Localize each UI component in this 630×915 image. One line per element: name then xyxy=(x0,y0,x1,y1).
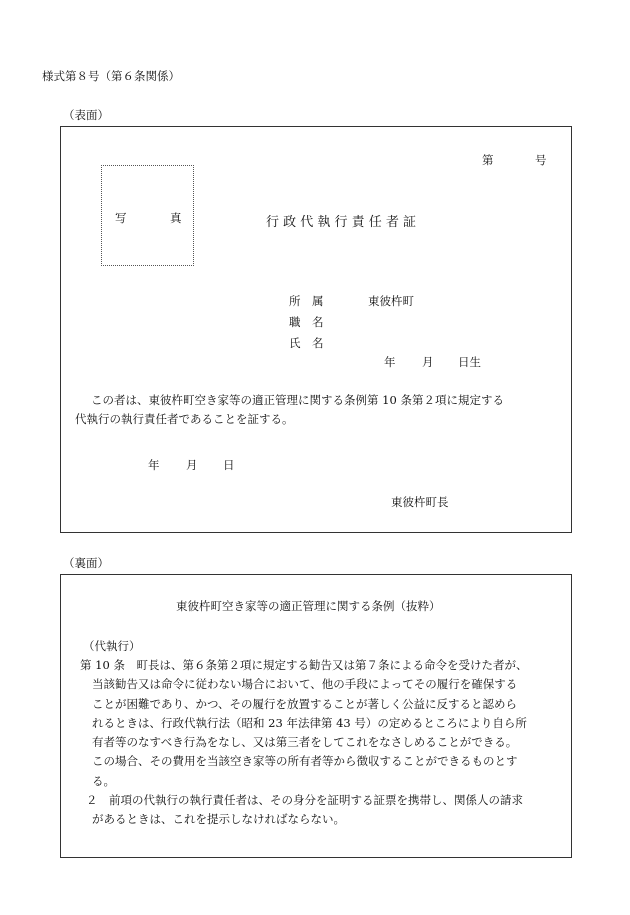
certification-line: 代執行の執行責任者であることを証する。 xyxy=(75,412,294,427)
issuer: 東彼杵町長 xyxy=(391,495,449,509)
affiliation-label: 所 属 xyxy=(289,294,324,308)
number-go: 号 xyxy=(535,153,547,167)
back-card xyxy=(60,574,572,858)
article-line: ことが困難であり、かつ、その履行を放置することが著しく公益に反すると認めら xyxy=(92,696,518,711)
name-label: 氏 名 xyxy=(289,336,324,350)
issue-year-mark: 年 xyxy=(148,458,160,472)
birth-month-mark: 月 xyxy=(422,355,434,369)
affiliation-value: 東彼杵町 xyxy=(368,294,414,308)
article-line: れるときは、行政代執行法（昭和 23 年法律第 43 号）の定めるところにより自ら所 xyxy=(92,715,527,730)
issue-day-mark: 日 xyxy=(223,458,235,472)
article-heading: （代執行） xyxy=(83,639,141,653)
certificate-title: 行 政 代 執 行 責 任 者 証 xyxy=(266,215,417,230)
paragraph-2-line: があるときは、これを提示しなければならない。 xyxy=(92,812,345,827)
article-line: この場合、その費用を当該空き家等の所有者等から徴収することができるものとす xyxy=(92,754,518,769)
front-card xyxy=(60,126,572,533)
photo-char-2: 真 xyxy=(170,211,182,225)
position-label: 職 名 xyxy=(289,315,324,329)
article-line: 当該勧告又は命令に従わない場合において、他の手段によってその履行を確保する xyxy=(92,677,518,692)
article-10-text xyxy=(80,656,527,791)
front-section-label: （表面） xyxy=(63,108,109,122)
number-dai: 第 xyxy=(482,153,494,167)
birth-year-mark: 年 xyxy=(384,355,396,369)
article-line: 有者等のなすべき行為をなし、又は第三者をしてこれをなさしめることができる。 xyxy=(92,735,518,750)
paragraph-2-text xyxy=(80,791,523,830)
paragraph-2-line: ２ 前項の代執行の執行責任者は、その身分を証明する証票を携帯し、関係人の請求 xyxy=(86,793,523,807)
article-line: 第 10 条 町長は、第６条第２項に規定する勧告又は第７条による命令を受けた者が、 xyxy=(80,658,528,672)
birth-day-mark: 日生 xyxy=(458,355,481,369)
certification-text xyxy=(75,391,504,430)
issue-month-mark: 月 xyxy=(186,458,198,472)
ordinance-title: 東彼杵町空き家等の適正管理に関する条例（抜粋） xyxy=(176,599,441,613)
certification-line: この者は、東彼杵町空き家等の適正管理に関する条例第 10 条第２項に規定する xyxy=(91,393,504,407)
photo-char-1: 写 xyxy=(115,211,127,225)
photo-box xyxy=(101,165,194,266)
article-line: る。 xyxy=(92,773,115,788)
form-number: 様式第８号（第６条関係） xyxy=(42,69,180,83)
back-section-label: （裏面） xyxy=(63,556,109,570)
